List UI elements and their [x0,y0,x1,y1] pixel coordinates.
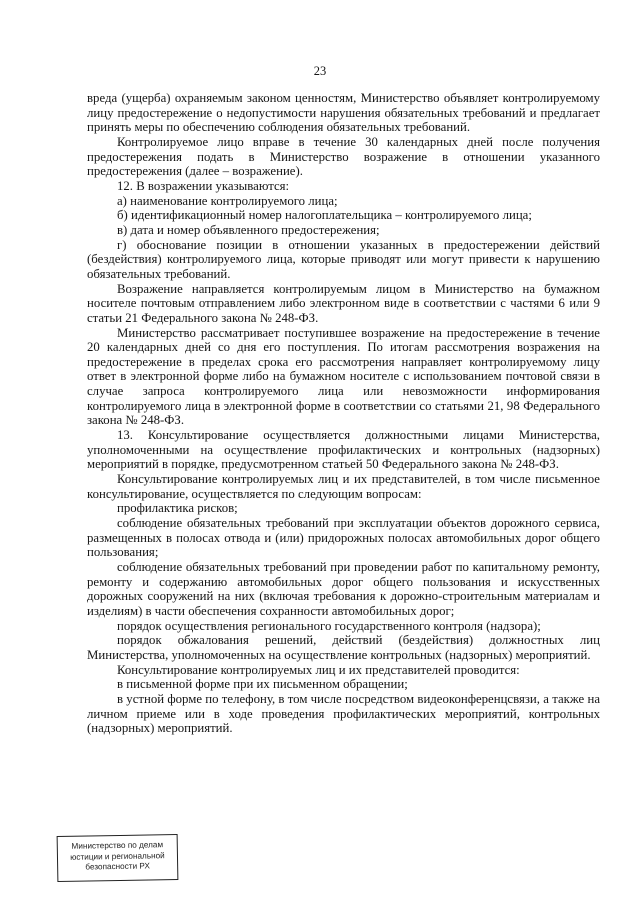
paragraph: порядок обжалования решений, действий (бездействия) должностных лиц Министерства, уполномоченных на осуществление контрольных (надзорных) мероприятий. [87,633,600,662]
paragraph: соблюдение обязательных требований при эксплуатации объектов дорожного сервиса, размещенных в полосах отвода и (или) придорожных полосах автомобильных дорог общего пользования; [87,516,600,560]
paragraph: Консультирование контролируемых лиц и их представителей проводится: [117,662,520,677]
paragraph: профилактика рисков; [117,501,238,516]
paragraph: б) идентификационный номер налогоплательщика – контролируемого лица; [117,208,532,223]
stamp-line: Министерство по делам [71,840,164,851]
document-body [87,91,600,736]
stamp-line: юстиции и региональной [70,850,165,862]
paragraph: а) наименование контролируемого лица; [117,193,338,208]
stamp-line: безопасности РХ [85,861,151,872]
paragraph: порядок осуществления регионального государственного контроля (надзора); [117,618,541,633]
page-number: 23 [313,64,327,78]
paragraph: в устной форме по телефону, в том числе посредством видеоконференцсвязи, а также на личном приеме или в ходе проведения профилактических мероприятий, контрольных (надзорных) мероприятий. [87,691,600,736]
paragraph: вреда (ущерба) охраняемым законом ценностям, Министерство объявляет контролируемому лицу предостережение о недопустимости нарушения обязательных требований и предлагает принять меры по обеспечению соблюдения обязательных требований. [87,91,600,135]
paragraph: в письменной форме при их письменном обращении; [117,677,408,692]
registration-stamp [57,834,179,882]
paragraph: Возражение направляется контролируемым лицом в Министерство на бумажном носителе почтовым отправлением либо электронном виде в соответствии с частями 6 или 9 статьи 21 Федерального закона № 248-ФЗ. [87,281,600,325]
paragraph: 12. В возражении указываются: [117,178,290,193]
paragraph: 13. Консультирование осуществляется должностными лицами Министерства, уполномоченными на осуществление профилактических и контрольных (надзорных) мероприятий в порядке, предусмотренном статьей 50 Федерального закона № 248-ФЗ. [87,428,600,472]
paragraph: соблюдение обязательных требований при проведении работ по капитальному ремонту, ремонту и содержанию автомобильных дорог общего пользования и искусственных дорожных сооружений на них (включая требования к дорожно-строительным материалам и изделиям) в части обеспечения сохранности автомобильных дорог; [87,560,600,618]
paragraph: г) обоснование позиции в отношении указанных в предостережении действий (бездействия) контролируемого лица, которые приводят или могут привести к нарушению обязательных требований. [87,237,600,281]
paragraph: в) дата и номер объявленного предостережения; [117,222,380,237]
paragraph: Контролируемое лицо вправе в течение 30 календарных дней после получения предостережения подать в Министерство возражение в отношении указанного предостережения (далее – возражение). [87,134,600,179]
paragraph: Министерство рассматривает поступившее возражение на предостережение в течение 20 календарных дней со дня его поступления. По итогам рассмотрения возражения на предостережение в пределах срока его рассмотрения направляет контролируемому лицу ответ в электронной форме либо на бумажном носителе с использованием почтовой связи в случае запроса контролируемого лица или невозможности информирования контролируемого лица в электронной форме в соответствии со статьями 21, 98 Федерального закона № 248-ФЗ. [87,325,600,428]
paragraph: Консультирование контролируемых лиц и их представителей, в том числе письменное консультирование, осуществляется по следующим вопросам: [87,472,600,501]
